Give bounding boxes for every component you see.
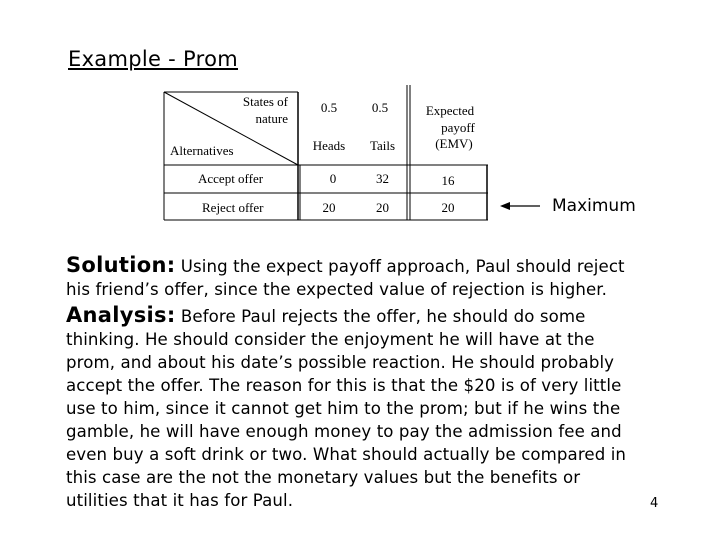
solution-paragraph [66, 254, 686, 301]
cell-reject-tails: 20 [376, 200, 389, 215]
col-tails: Tails [369, 138, 396, 153]
analysis-line: accept the offer. The reason for this is that the $20 is of very little [66, 376, 622, 395]
solution-text-1: Using the expect payoff approach, Paul should reject [175, 257, 625, 276]
analysis-line: even buy a soft drink or two. What should actually be compared in [66, 445, 627, 464]
cell-reject-emv: 20 [441, 200, 455, 215]
emv-header-3: (EMV) [435, 136, 473, 151]
analysis-line: thinking. He should consider the enjoyment he will have at the [66, 330, 595, 349]
decision-table [0, 0, 720, 260]
states-of-nature-label-2: nature [255, 111, 288, 126]
analysis-paragraph [66, 304, 686, 512]
maximum-label: Maximum [552, 196, 636, 216]
emv-header-1: Expected [425, 103, 475, 118]
prob-tails: 0.5 [371, 100, 389, 115]
emv-header-2: payoff [441, 120, 475, 135]
analysis-line: use to him, since it cannot get him to the prom; but if he wins the [66, 399, 621, 418]
alternatives-label: Alternatives [170, 143, 234, 158]
table-lines [0, 0, 720, 260]
row-label-reject: Reject offer [202, 200, 264, 215]
cell-accept-heads: 0 [329, 171, 337, 186]
analysis-text-first: Before Paul rejects the offer, he should do some [175, 307, 586, 326]
solution-text-2: his friend’s offer, since the expected value of rejection is higher. [66, 280, 608, 299]
cell-accept-tails: 32 [376, 171, 389, 186]
col-heads: Heads [312, 138, 346, 153]
prob-heads: 0.5 [320, 100, 338, 115]
states-of-nature-label: States of [242, 94, 288, 109]
analysis-heading: Analysis: [66, 303, 176, 327]
cell-accept-emv: 16 [441, 173, 455, 188]
row-label-accept: Accept offer [198, 171, 264, 186]
cell-reject-heads: 20 [322, 200, 336, 215]
solution-heading: Solution: [66, 253, 176, 277]
analysis-line: prom, and about his date’s possible reaction. He should probably [66, 353, 615, 372]
analysis-line: utilities that it has for Paul. [66, 491, 294, 510]
analysis-line: this case are the not the monetary values but the benefits or [66, 468, 581, 487]
slide-title: Example - Prom [68, 47, 239, 71]
analysis-line: gamble, he will have enough money to pay the admission fee and [66, 422, 622, 441]
page-number: 4 [650, 496, 659, 511]
